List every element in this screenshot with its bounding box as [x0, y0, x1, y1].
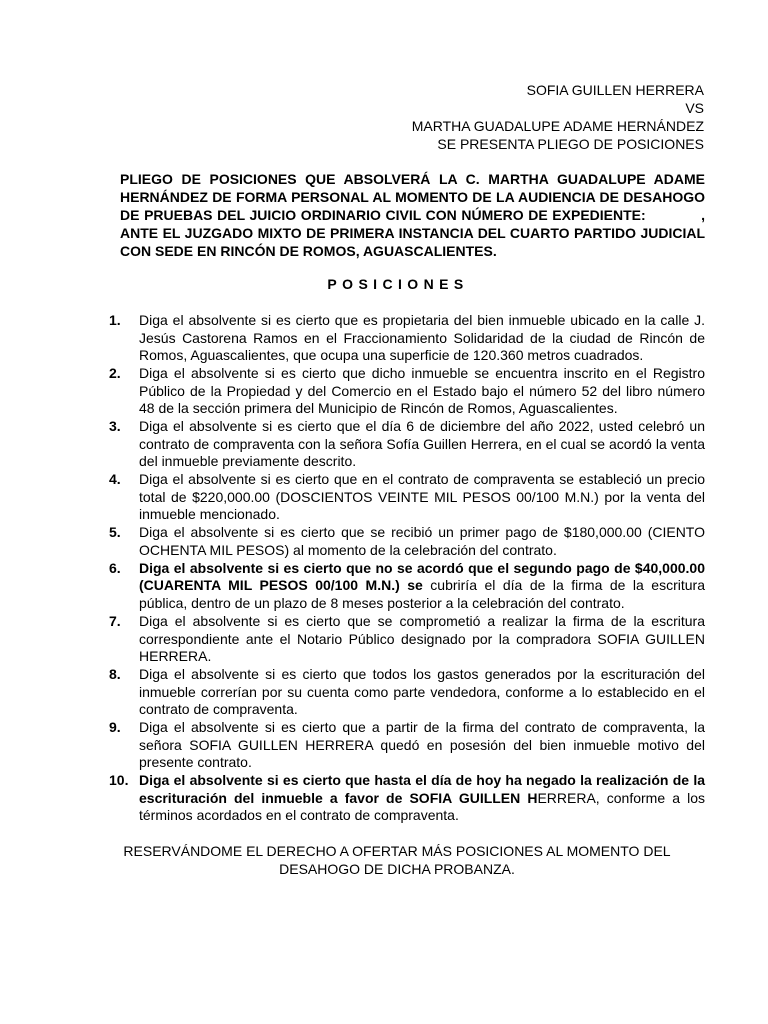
- position-item: [109, 772, 705, 825]
- position-text: Diga el absolvente si es cierto que a partir de la firma del contrato de compraventa, la señora SOFIA GUILLEN HERRERA quedó en posesión del bien inmueble motivo del presente contrato.: [139, 719, 705, 771]
- position-item: [109, 613, 705, 666]
- position-number: 10.: [109, 772, 129, 789]
- position-text: ERRERA, conforme a los términos acordados en el contrato de compraventa.: [139, 789, 705, 824]
- position-number: 4.: [109, 471, 121, 488]
- position-number: 6.: [109, 559, 121, 576]
- position-number: 2.: [109, 365, 121, 382]
- position-text: cubriría el día de la firma de la escritura pública, dentro de un plazo de 8 meses posterior a la celebración del contrato.: [139, 577, 705, 611]
- position-item: [109, 559, 705, 613]
- position-number: 8.: [109, 666, 121, 683]
- position-text-bold: Diga el absolvente si es cierto que hasta el día de hoy ha negado la realización de la escrituración del inmueble a favor de SOFIA GUILLEN H: [139, 772, 705, 806]
- closing-statement: [100, 842, 694, 878]
- closing-line-1: RESERVÁNDOME EL DERECHO A OFERTAR MÁS POSICIONES AL MOMENTO DEL: [123, 843, 671, 859]
- positions-list: [109, 312, 705, 825]
- position-text: Diga el absolvente si es cierto que es propietaria del bien inmueble ubicado en la calle J. Jesús Castorena Ramos en el Fraccionamiento Solidaridad de la ciudad de Rincón de Romos, Aguascalientes, que ocupa una superficie de 120.360 metros cuadrados.: [139, 312, 705, 363]
- position-text: Diga el absolvente si es cierto que se recibió un primer pago de $180,000.00 (CIENTO OCHENTA MIL PESOS) al momento de la celebración del contrato.: [139, 524, 705, 558]
- position-item: [109, 471, 705, 524]
- position-item: [109, 666, 705, 719]
- position-number: 7.: [109, 613, 121, 630]
- versus-label: VS: [685, 100, 704, 116]
- case-caption: [284, 81, 704, 153]
- position-text: Diga el absolvente si es cierto que todos los gastos generados por la escrituración del inmueble correrían por su cuenta como parte vendedora, conforme a lo establecido en el contrato de compraventa.: [139, 666, 705, 718]
- position-text: Diga el absolvente si es cierto que el día 6 de diciembre del año 2022, usted celebró un contrato de compraventa con la señora Sofía Guillen Herrera, en el cual se acordó la venta del inmueble previamente descrito.: [139, 418, 705, 470]
- position-text: Diga el absolvente si es cierto que en el contrato de compraventa se estableció un precio total de $220,000.00 (DOSCIENTOS VEINTE MIL PESOS 00/100 M.N.) por la venta del inmueble mencionado.: [139, 471, 705, 523]
- position-number: 1.: [109, 312, 121, 328]
- heading-part-1: PLIEGO DE POSICIONES QUE ABSOLVERÁ LA C. MARTHA GUADALUPE ADAME HERNÁNDEZ DE FORMA PERSONAL AL MOMENTO DE LA AUDIENCIA DE DESAHOGO DE PRUEBAS DEL JUICIO ORDINARIO CIVIL CON NÚMERO DE EXPEDIENTE:: [120, 171, 705, 223]
- section-title: POSICIONES: [327, 276, 469, 292]
- position-text: Diga el absolvente si es cierto que dicho inmueble se encuentra inscrito en el Registro Público de la Propiedad y del Comercio en el Estado bajo el número 52 del libro número 48 de la sección primera del Municipio de Rincón de Romos, Aguascalientes.: [139, 365, 705, 417]
- position-item: [109, 312, 705, 365]
- document-heading: [120, 170, 705, 260]
- position-number: 5.: [109, 524, 121, 541]
- closing-line-2: DESAHOGO DE DICHA PROBANZA.: [279, 861, 515, 877]
- position-number: 3.: [109, 418, 121, 435]
- position-item: [109, 719, 705, 772]
- filing-subject: SE PRESENTA PLIEGO DE POSICIONES: [437, 136, 704, 152]
- defendant-name: MARTHA GUADALUPE ADAME HERNÁNDEZ: [411, 118, 704, 134]
- position-item: [109, 524, 705, 559]
- plaintiff-name: SOFIA GUILLEN HERRERA: [526, 82, 704, 98]
- position-text-bold: Diga el absolvente si es cierto que no se acordó que el segundo pago de $40,000.00 (CUARENTA MIL PESOS 00/100 M.N.) se: [139, 559, 705, 594]
- position-text: Diga el absolvente si es cierto que se comprometió a realizar la firma de la escritura correspondiente ante el Notario Público designado por la compradora SOFIA GUILLEN HERRERA.: [139, 613, 705, 665]
- position-item: [109, 418, 705, 471]
- position-number: 9.: [109, 719, 121, 736]
- heading-part-2: , ANTE EL JUZGADO MIXTO DE PRIMERA INSTANCIA DEL CUARTO PARTIDO JUDICIAL CON SEDE EN RINCÓN DE ROMOS, AGUASCALIENTES.: [120, 207, 705, 259]
- expediente-blank: [646, 207, 701, 223]
- position-item: [109, 365, 705, 418]
